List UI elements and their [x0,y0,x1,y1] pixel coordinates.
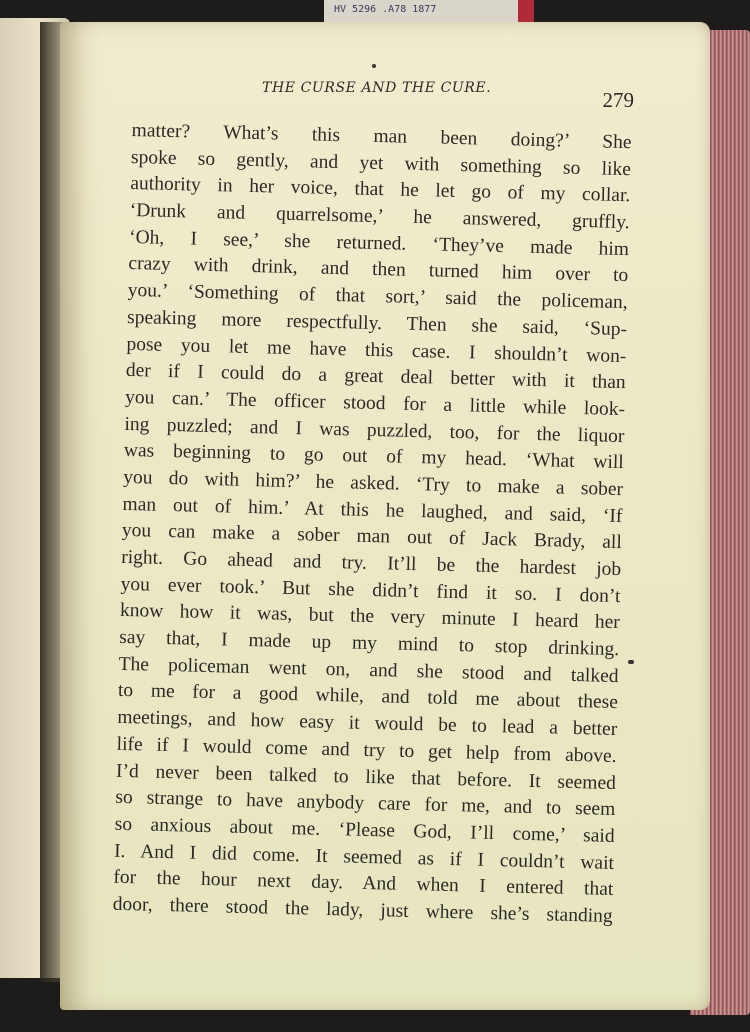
text-line: say that, I made up my mind to stop drinking. [119,626,620,661]
text-line: so strange to have anybody care for me, and to seem [115,786,616,821]
text-line: speaking more respectfully. Then she said, ‘Sup- [126,306,628,340]
text-line: for the hour next day. And when I entered that [113,867,614,901]
text-line: spoke so gently, and yet with something so like [130,146,632,180]
ink-dot [372,64,376,68]
text-line: was beginning to go out of my head. ‘What will [123,440,624,474]
text-line: The policeman went on, and she stood and talked [118,653,619,687]
text-line: pose you let me have this case. I shouldn’t won- [126,333,627,367]
body-text [112,118,631,931]
text-line: authority in her voice, that he let go of my collar. [130,173,631,207]
library-call-label [324,0,534,22]
text-line: man out of him.’ At this he laughed, and said, ‘If [122,493,623,527]
text-line: so anxious about me. ‘Please God, I’ll come,’ said [114,813,615,847]
text-line: life if I would come and try to get help from above. [116,733,617,767]
text-line: to me for a good while, and told me about these [117,680,619,714]
text-line: matter? What’s this man been doing?’ She [131,119,632,154]
text-line: you can.’ The officer stood for a little while look- [124,386,626,421]
text-line: know how it was, but the very minute I heard her [119,600,621,634]
text-line: crazy with drink, and then turned him over to [128,253,629,287]
text-line: you ever took.’ But she didn’t find it so. I don’t [120,573,621,607]
text-line: you can make a sober man out of Jack Brady, all [121,520,623,554]
running-head: THE CURSE AND THE CURE. [262,80,492,96]
text-line: ‘Drunk and quarrelsome,’ he answered, gruffly. [129,200,630,234]
text-line: you do with him?’ he asked. ‘Try to make a sober [122,466,624,501]
text-line: ‘Oh, I see,’ she returned. ‘They’ve made him [128,226,630,260]
text-line: right. Go ahead and try. It’ll be the hardest job [121,546,622,581]
margin-mark [628,660,634,664]
text-line: you.’ ‘Something of that sort,’ said the policeman, [127,280,628,314]
page-number: 279 [602,88,634,112]
text-line: der if I could do a great deal better with it than [125,360,626,394]
text-line: I’d never been talked to like that before. It seemed [115,760,617,794]
text-line: meetings, and how easy it would be to lead a better [117,706,618,741]
library-stamp [518,0,534,22]
text-line: ing puzzled; and I was puzzled, too, for the liquor [124,413,625,447]
text-line: door, there stood the lady, just where she’s standing [112,893,613,927]
text-line: I. And I did come. It seemed as if I couldn’t wait [113,840,615,874]
call-number: HV 5296 .A78 1877 [334,4,437,15]
